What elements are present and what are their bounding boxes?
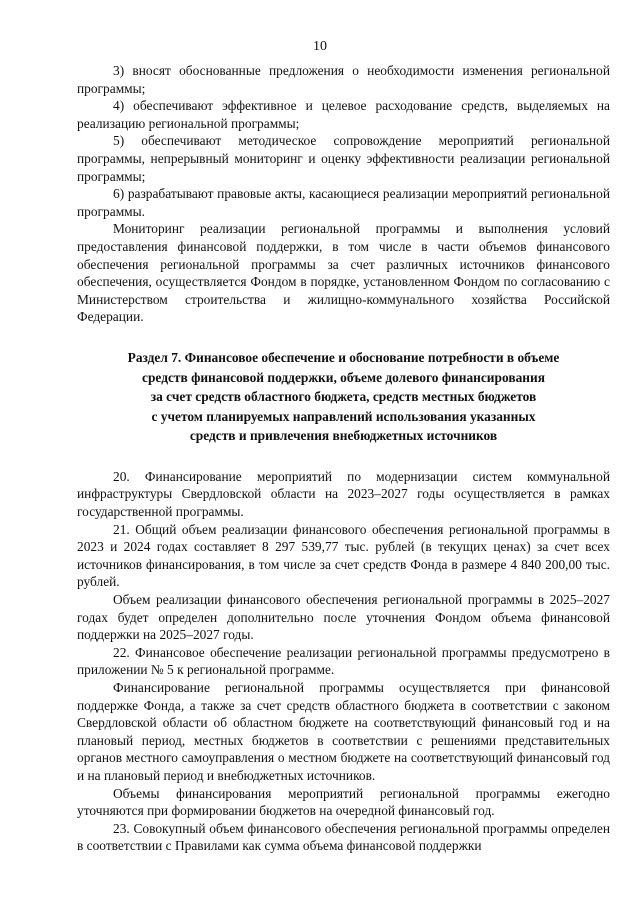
paragraph-item-3: 3) вносят обоснованные предложения о необходимости изменения региональной программы; [77, 63, 610, 96]
paragraph-monitoring: Мониторинг реализации региональной программы и выполнения условий предоставления финансовой поддержки, в том числе в части объемов финансового обеспечения региональной программы за счет различных источников финансового обеспечения, осуществляется Фондом в порядке, установленном Фондом по согласованию с Министерством строительства и жилищно-коммунального хозяйства Российской Федерации. [77, 221, 610, 325]
paragraph-item-5: 5) обеспечивают методическое сопровождение мероприятий региональной программы, непрерывный мониторинг и оценку эффективности реализации региональной программы; [77, 133, 610, 184]
paragraph-financing-volumes: Объемы финансирования мероприятий региональной программы ежегодно уточняются при формировании бюджетов на очередной финансовый год. [77, 785, 610, 819]
document-body [77, 62, 610, 855]
paragraph-20: 20. Финансирование мероприятий по модернизации систем коммунальной инфраструктуры Свердловской области на 2023–2027 годы осуществляется в рамках государственной программы. [77, 468, 610, 520]
paragraph-item-6: 6) разрабатывают правовые акты, касающиеся реализации мероприятий региональной программы. [77, 186, 610, 219]
paragraph-22: 22. Финансовое обеспечение реализации региональной программы предусмотрено в приложении № 5 к региональной программе. [77, 644, 610, 678]
heading-line: с учетом планируемых направлений использования указанных [151, 408, 536, 424]
heading-line: Раздел 7. Финансовое обеспечение и обоснование потребности в объеме [127, 349, 560, 365]
heading-line: средств финансовой поддержки, объеме долевого финансирования [142, 369, 545, 385]
paragraph-item-4: 4) обеспечивают эффективное и целевое расходование средств, выделяемых на реализацию региональной программы; [77, 98, 610, 131]
heading-line: за счет средств областного бюджета, средств местных бюджетов [150, 389, 537, 405]
page-number: 10 [313, 39, 327, 54]
section-7-heading [77, 348, 610, 446]
paragraph-21: 21. Общий объем реализации финансового обеспечения региональной программы в 2023 и 2024 годах составляет 8 297 539,77 тыс. рублей (в текущих ценах) за счет всех источников финансирования, в том числе за счет средств Фонда в размере 4 840 200,00 тыс. рублей. [77, 521, 610, 590]
heading-line: средств и привлечения внебюджетных источников [189, 428, 498, 444]
paragraph-financing: Финансирование региональной программы осуществляется при финансовой поддержке Фонда, а также за счет средств областного бюджета в соответствии с законом Свердловской области об областном бюджете на соответствующий финансовый год и на плановый период, местных бюджетов в соответствии с решениями представительных органов местного самоуправления о местном бюджете на соответствующий финансовый год и на плановый период и внебюджетных источников. [77, 680, 610, 783]
paragraph-21-continued: Объем реализации финансового обеспечения региональной программы в 2025–2027 годах будет определен дополнительно после уточнения Фондом объема финансовой поддержки на 2025–2027 годы. [77, 592, 610, 643]
paragraph-23: 23. Совокупный объем финансового обеспечения региональной программы определен в соответствии с Правилами как сумма объема финансовой поддержки [77, 820, 610, 854]
